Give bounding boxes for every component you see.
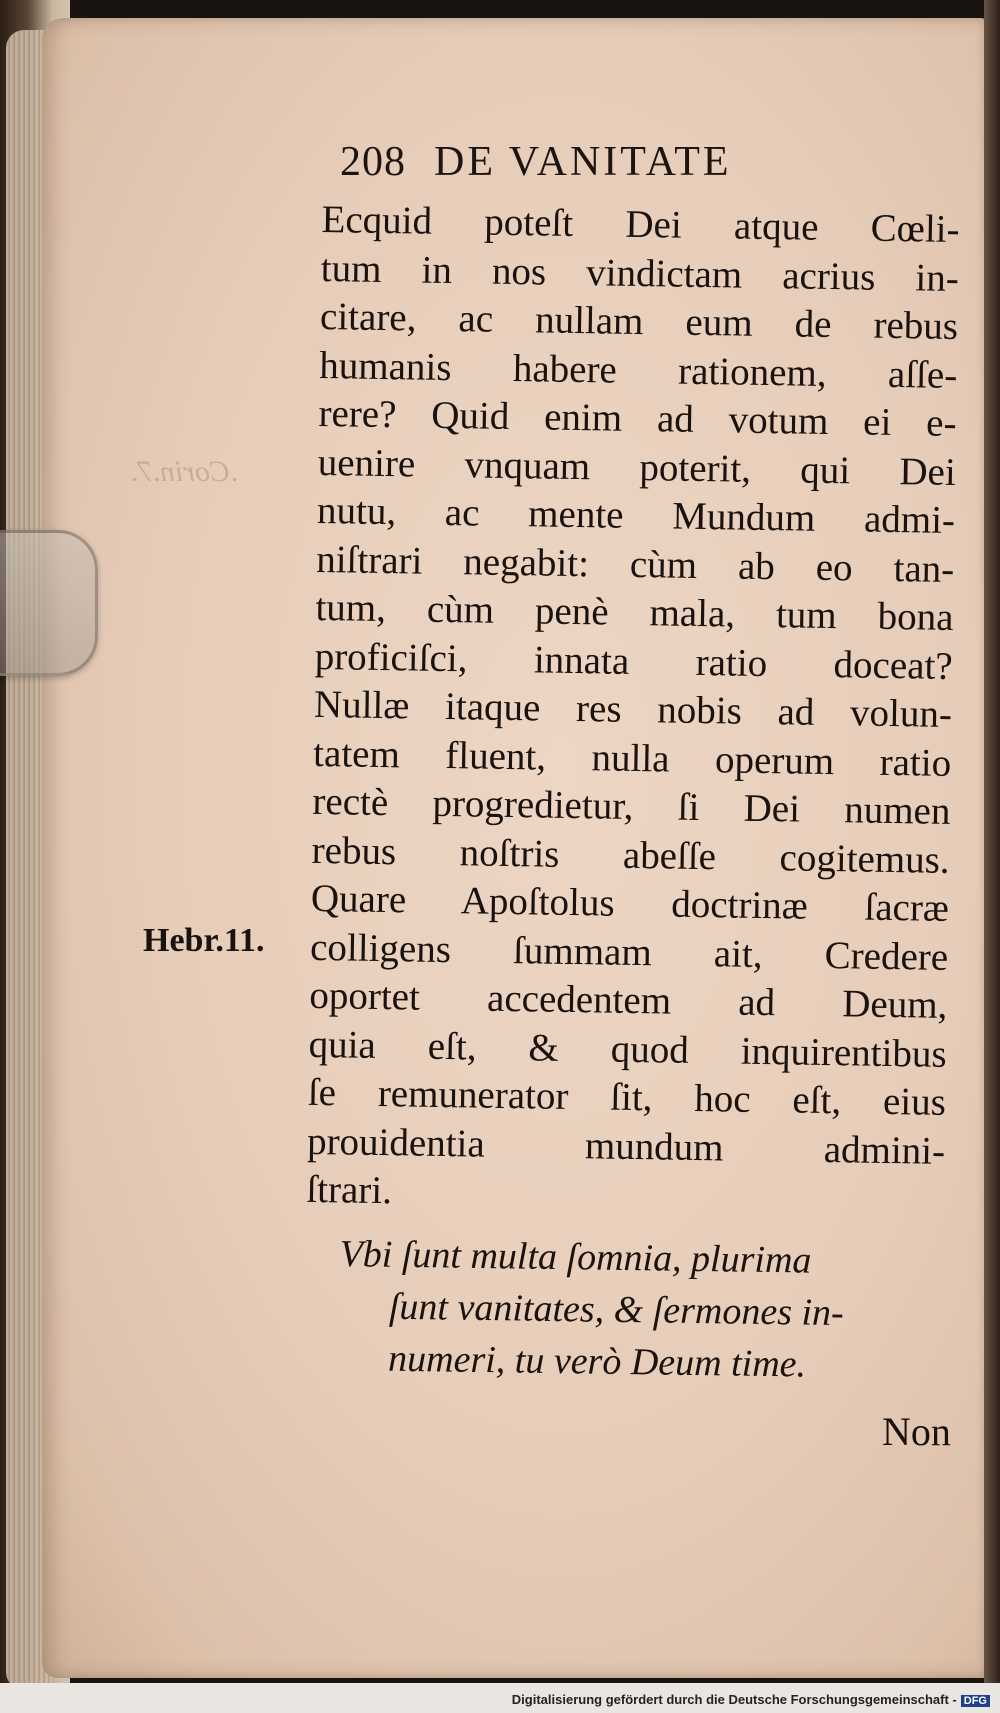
catchword: Non	[882, 1409, 951, 1454]
verse-line: ſunt vanitates, & ſermones in-	[388, 1285, 845, 1335]
body-line: nutu, ac mente Mundum admi-	[316, 488, 956, 542]
body-line: humanis habere rationem, aſſe-	[319, 343, 958, 397]
body-line: rectè progredietur, ſi Dei numen	[312, 779, 951, 833]
body-line: rere? Quid enim ad votum ei e-	[318, 391, 957, 445]
body-line: colligens ſummam ait, Credere	[309, 925, 949, 979]
body-line: Ecquid poteſt Dei atque Cœli-	[321, 197, 960, 252]
body-line: tatem fluent, nulla operum ratio	[312, 731, 952, 785]
body-line: tum in nos vindictam acrius in-	[320, 246, 960, 300]
page-number: 208	[340, 139, 406, 185]
body-line: quia eſt, & quod inquirentibus	[308, 1022, 947, 1076]
body-line: rebus noſtris abeſſe cogitemus.	[311, 828, 950, 882]
bleed-through-text: .Corin.7.	[130, 455, 238, 488]
body-line: prouidentia mundum admini-	[306, 1119, 946, 1173]
body-line: ſtrari.	[306, 1167, 393, 1213]
body-line: citare, ac nullam eum de rebus	[319, 294, 959, 349]
dfg-logo: DFG	[961, 1695, 990, 1707]
body-line: Quare Apoſtolus doctrinæ ſacræ	[310, 876, 950, 930]
body-line: uenire vnquam poterit, qui Dei	[317, 440, 957, 494]
page-clip	[0, 530, 98, 676]
italic-verse	[338, 1228, 960, 1393]
verse-line: numeri, tu verò Deum time.	[387, 1337, 807, 1386]
body-paragraph	[306, 196, 960, 1224]
body-line: ſe remunerator ſit, hoc eſt, eius	[307, 1070, 947, 1124]
digitization-credit	[512, 1692, 990, 1707]
credit-text: Digitalisierung gefördert durch die Deutsche Forschungsgemeinschaft -	[511, 1692, 957, 1707]
body-line: proficiſci, innata ratio doceat?	[314, 634, 954, 688]
running-title: DE VANITATE	[434, 139, 732, 185]
margin-reference: Hebr.11.	[143, 922, 265, 959]
body-line: Nullæ itaque res nobis ad volun-	[313, 682, 953, 736]
body-line: niſtrari negabit: cùm ab eo tan-	[315, 537, 955, 591]
body-line: tum, cùm penè mala, tum bona	[315, 585, 954, 639]
body-line: oportet accedentem ad Deum,	[309, 973, 948, 1027]
verse-line: Vbi ſunt multa ſomnia, plurima	[339, 1232, 812, 1282]
right-edge-shadow	[984, 0, 1000, 1713]
running-header	[340, 138, 732, 186]
